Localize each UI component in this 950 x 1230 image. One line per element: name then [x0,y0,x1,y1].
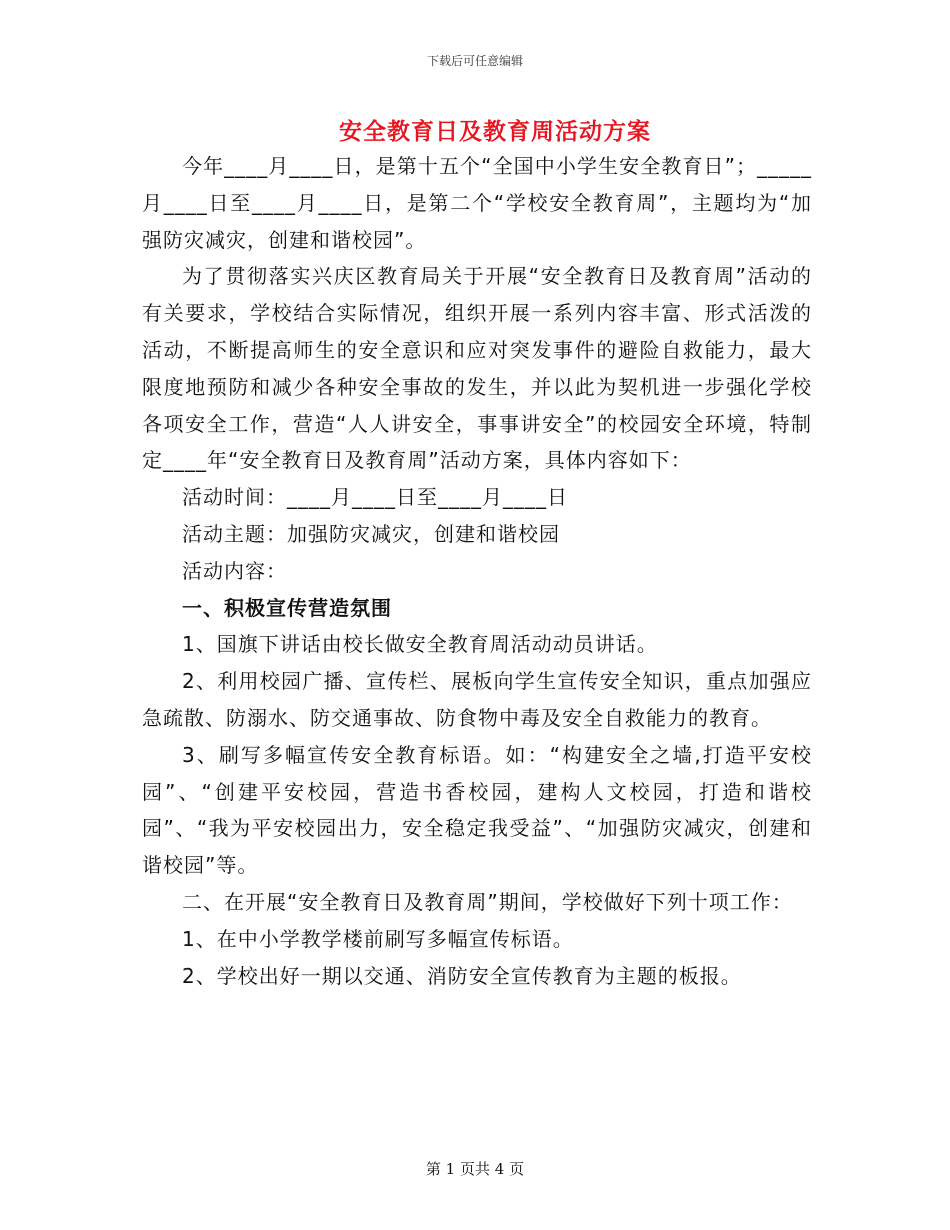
document-body [142,148,812,994]
section-heading-2: 二、在开展“安全教育日及教育周”期间，学校做好下列十项工作： [182,889,793,914]
paragraph-purpose: 为了贯彻落实兴庆区教育局关于开展“安全教育日及教育周”活动的有关要求，学校结合实际情况，组织开展一系列内容丰富、形式活泼的活动，不断提高师生的安全意识和应对突发事件的避险自救能力，最大限度地预防和减少各种安全事故的发生，并以此为契机进一步强化学校各项安全工作，营造“人人讲安全，事事讲安全”的校园安全环境，特制定____年“安全教育日及教育周”活动方案，具体内容如下： [142,264,812,473]
list-item: 1、国旗下讲话由校长做安全教育周活动动员讲话。 [182,632,658,657]
paragraph-activity-content: 活动内容： [182,558,287,583]
paragraph-intro-dates: 今年____月____日，是第十五个“全国中小学生安全教育日”；_____月____日至____月____日，是第二个“学校安全教育周”，主题均为“加强防灾减灾，创建和谐校园”。 [142,154,812,252]
paragraph-activity-time: 活动时间：____月____日至____月____日 [182,485,568,510]
header-note: 下载后可任意编辑 [426,54,523,68]
list-item: 2、利用校园广播、宣传栏、展板向学生宣传安全知识，重点加强应急疏散、防溺水、防交通事故、防食物中毒及安全自救能力的教育。 [142,669,812,730]
document-title: 安全教育日及教育周活动方案 [339,119,651,145]
section-heading-1: 一、积极宣传营造氛围 [182,595,392,620]
list-item: 1、在中小学教学楼前刷写多幅宣传标语。 [182,926,574,951]
page-footer: 第 1 页共 4 页 [425,1160,525,1178]
list-item: 3、刷写多幅宣传安全教育标语。如：“构建安全之墙,打造平安校园”、“创建平安校园，营造书香校园，建构人文校园，打造和谐校园”、“我为平安校园出力，安全稳定我受益”、“加强防灾减灾，创建和谐校园”等。 [142,742,812,878]
paragraph-activity-theme: 活动主题：加强防灾减灾，创建和谐校园 [182,521,560,546]
list-item: 2、学校出好一期以交通、消防安全宣传教育为主题的板报。 [182,963,742,988]
